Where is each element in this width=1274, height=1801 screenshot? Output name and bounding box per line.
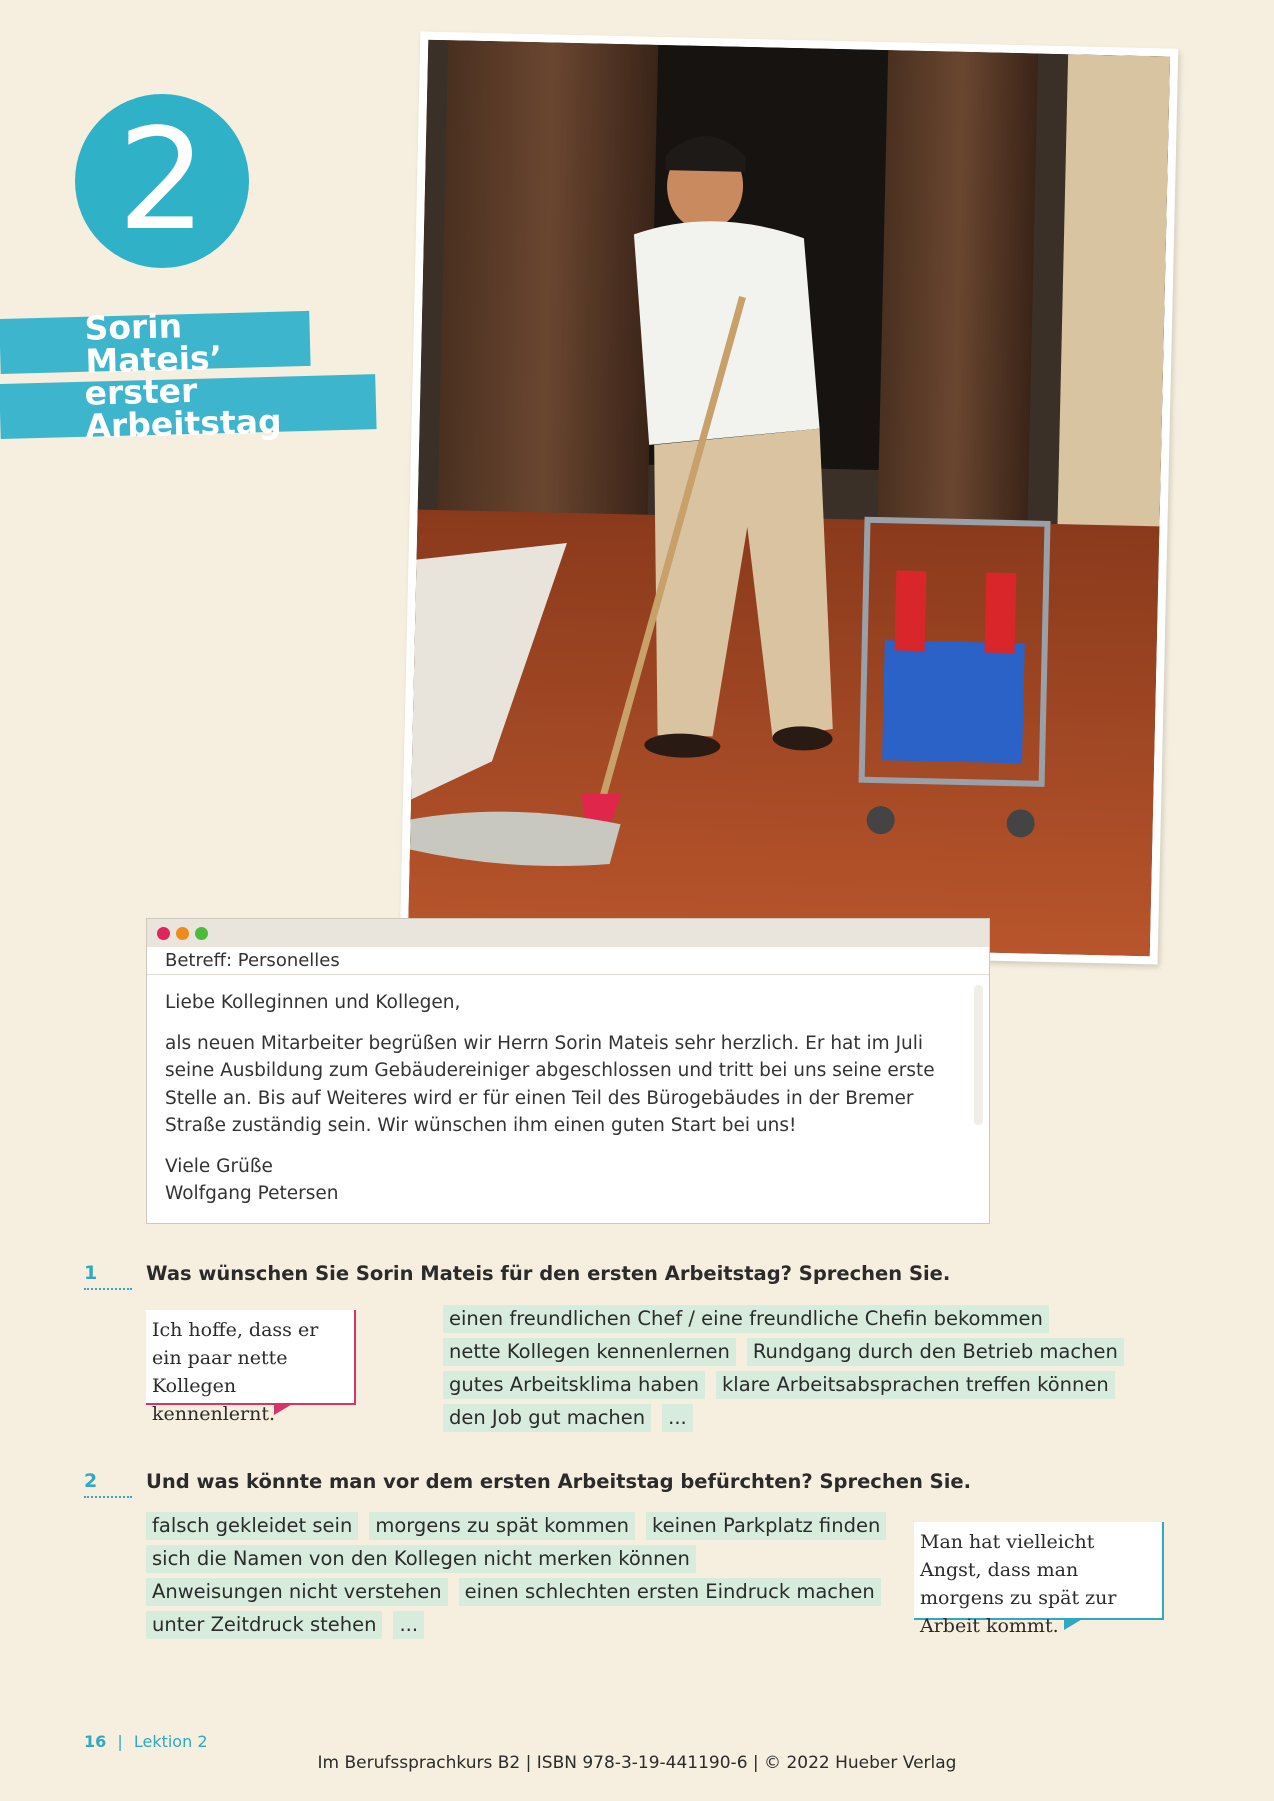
exercise-1-number: 1 (84, 1262, 132, 1290)
email-sender: Wolfgang Petersen (165, 1183, 339, 1204)
phrase-chip: Rundgang durch den Betrieb machen (747, 1338, 1124, 1366)
lesson-title-text-2: erster Arbeitstag (84, 370, 283, 446)
speech-bubble-1-tail (274, 1403, 294, 1415)
phrase-chip: keinen Parkplatz finden (646, 1512, 886, 1540)
speech-bubble-2-text: Man hat vielleicht Angst, dass man morgens zu spät zur Arbeit kommt. (920, 1531, 1117, 1637)
phrase-chip: klare Arbeitsabsprachen treffen können (716, 1371, 1115, 1399)
phrase-chip: den Job gut machen (443, 1404, 651, 1432)
window-titlebar (147, 919, 989, 947)
phrase-chip: einen freundlichen Chef / eine freundliche Chefin bekommen (443, 1305, 1049, 1333)
email-body (147, 975, 989, 1208)
phrase-chip: gutes Arbeitsklima haben (443, 1371, 705, 1399)
exercise-1-question: Was wünschen Sie Sorin Mateis für den ersten Arbeitstag? Sprechen Sie. (146, 1262, 951, 1285)
email-text: als neuen Mitarbeiter begrüßen wir Herrn Sorin Mateis sehr herzlich. Er hat im Juli seine Ausbildung zum Gebäudereiniger abgeschlossen und tritt bei uns seine erste Stelle an. Bis auf Weiteres wird er für einen Teil des Bürogebäudes in der Bremer Straße zuständig sein. Wir wünschen ihm einen guten Start bei uns! (165, 1032, 935, 1136)
phrase-chip: Anweisungen nicht verstehen (146, 1578, 448, 1606)
window-minimize-dot[interactable] (176, 927, 189, 940)
window-close-dot[interactable] (157, 927, 170, 940)
lesson-number-badge (75, 94, 249, 268)
email-greeting: Liebe Kolleginnen und Kollegen, (165, 992, 461, 1013)
exercise-1-phrase-row-2 (443, 1338, 1124, 1366)
exercise-1-phrase-row-1 (443, 1305, 1049, 1333)
phrase-chip: nette Kollegen kennenlernen (443, 1338, 736, 1366)
email-window (146, 918, 990, 1224)
exercise-2-question: Und was könnte man vor dem ersten Arbeitstag befürchten? Sprechen Sie. (146, 1470, 972, 1493)
email-closing: Viele Grüße (165, 1155, 273, 1177)
exercise-2-phrase-row-4 (146, 1611, 424, 1639)
footer-imprint: Im Berufssprachkurs B2 | ISBN 978-3-19-441190-6 | © 2022 Hueber Verlag (317, 1753, 957, 1773)
phrase-chip: unter Zeitdruck stehen (146, 1611, 382, 1639)
footer-separator: | (117, 1732, 123, 1751)
exercise-1-phrase-row-4 (443, 1404, 693, 1432)
lesson-number: 2 (117, 99, 207, 262)
speech-bubble-1-text: Ich hoffe, dass er ein paar nette Kollegen kennenlernt. (152, 1319, 319, 1425)
speech-bubble-2-tail (1064, 1618, 1084, 1630)
lesson-title-line-2 (0, 370, 377, 446)
phrase-chip: morgens zu spät kommen (369, 1512, 635, 1540)
exercise-2-number: 2 (84, 1470, 132, 1498)
phrase-chip: einen schlechten ersten Eindruck machen (459, 1578, 881, 1606)
phrase-chip: falsch gekleidet sein (146, 1512, 358, 1540)
speech-bubble-1 (146, 1310, 356, 1425)
speech-bubble-2 (914, 1522, 1164, 1637)
exercise-2-phrase-row-2 (146, 1545, 696, 1573)
lesson-label: Lektion 2 (133, 1732, 208, 1751)
email-subject: Betreff: Personelles (147, 947, 989, 975)
photo-illustration (408, 40, 1170, 957)
footer-page-info (84, 1732, 208, 1751)
phrase-chip: ... (662, 1404, 693, 1432)
photo-cleaner-mopping (400, 32, 1179, 965)
window-maximize-dot[interactable] (195, 927, 208, 940)
exercise-2-phrase-row-3 (146, 1578, 881, 1606)
lesson-title-text-1: Sorin Mateis’ (84, 305, 223, 381)
email-scrollbar[interactable] (974, 985, 983, 1125)
phrase-chip: ... (393, 1611, 424, 1639)
page-number: 16 (84, 1732, 107, 1751)
exercise-2-phrase-row-1 (146, 1512, 886, 1540)
phrase-chip: sich die Namen von den Kollegen nicht merken können (146, 1545, 696, 1573)
lesson-title-line-1 (0, 305, 311, 381)
exercise-1-phrase-row-3 (443, 1371, 1115, 1399)
